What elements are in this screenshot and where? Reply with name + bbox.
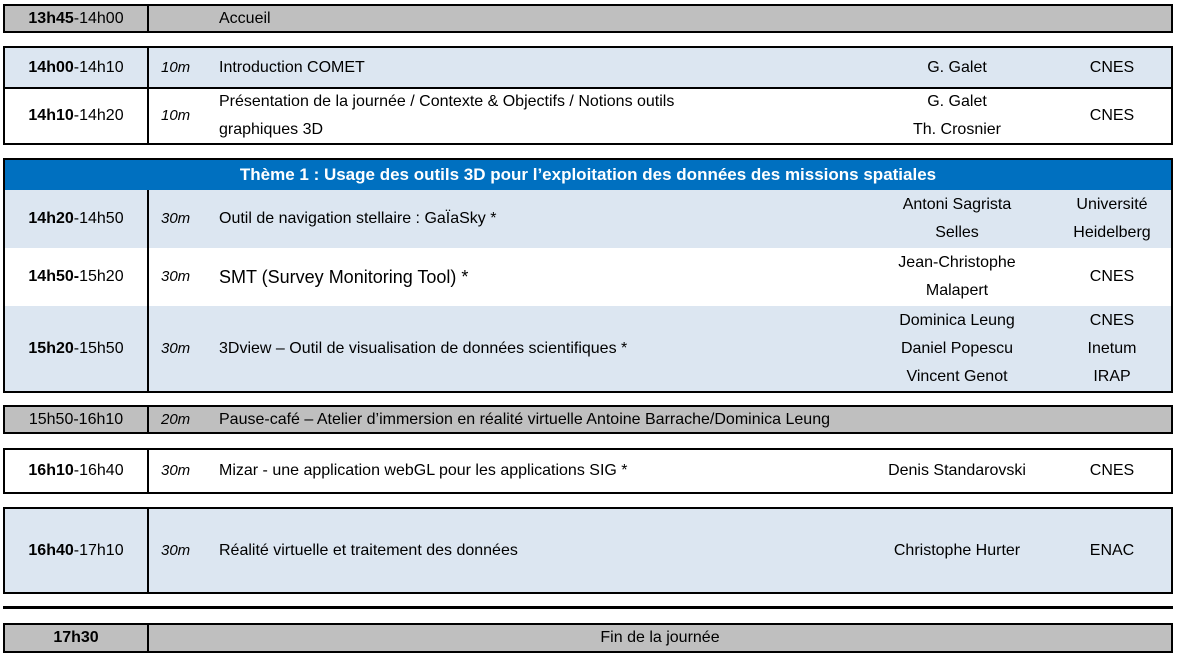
duration-cell: 10m xyxy=(161,58,191,76)
duration-cell: 30m xyxy=(161,541,191,559)
time-cell: 15h20 -15h50 xyxy=(5,306,149,391)
time-cell: 16h40 -17h10 xyxy=(5,509,149,592)
row-intro xyxy=(5,48,1171,87)
row-smt xyxy=(5,248,1171,306)
row-fin xyxy=(3,623,1173,653)
time-cell: 15h50-16h10 xyxy=(5,407,149,432)
speaker-cell: Dominica Leung Daniel Popescu Vincent Genot xyxy=(899,311,1015,385)
row-gaiasky xyxy=(5,190,1171,248)
org-cell: CNES Inetum IRAP xyxy=(1087,311,1137,385)
title-cell: SMT (Survey Monitoring Tool) * xyxy=(219,267,469,287)
row-vr xyxy=(3,507,1173,594)
time-cell: 14h10 -14h20 xyxy=(5,89,149,143)
row-mizar xyxy=(3,448,1173,494)
row-presentation xyxy=(5,87,1171,143)
org-cell: ENAC xyxy=(1089,541,1135,559)
speaker-cell: G. Galet xyxy=(927,58,987,76)
title-cell: Mizar - une application webGL pour les applications SIG * xyxy=(219,462,628,479)
title-cell: Pause-café – Atelier d’immersion en réalité virtuelle Antoine Barrache/Dominica Leung xyxy=(219,410,830,428)
speaker-cell: Antoni Sagrista Selles xyxy=(902,196,1012,241)
title-cell: 3Dview – Outil de visualisation de données scientifiques * xyxy=(219,339,628,357)
org-cell: CNES xyxy=(1089,268,1135,285)
time-cell: 14h50- 15h20 xyxy=(5,248,149,306)
speaker-cell: Jean-Christophe Malapert xyxy=(898,254,1016,299)
time-cell: 16h10 -16h40 xyxy=(5,450,149,492)
theme-header: Thème 1 : Usage des outils 3D pour l’exploitation des données des missions spatiales xyxy=(5,160,1171,190)
speaker-cell: G. Galet Th. Crosnier xyxy=(912,93,1002,138)
org-cell: CNES xyxy=(1089,58,1135,76)
speaker-cell: Denis Standarovski xyxy=(888,462,1026,479)
title-cell: Réalité virtuelle et traitement des données xyxy=(219,541,518,559)
title-cell: Outil de navigation stellaire : GaÏaSky * xyxy=(219,210,497,227)
time-cell: 14h00 -14h10 xyxy=(5,48,149,87)
duration-cell: 30m xyxy=(161,210,191,227)
title-cell: Accueil xyxy=(219,9,271,27)
time-cell: 13h45 -14h00 xyxy=(5,6,149,31)
row-pause xyxy=(3,405,1173,434)
org-cell: CNES xyxy=(1089,462,1135,479)
org-cell: Université Heidelberg xyxy=(1073,196,1151,241)
duration-cell: 30m xyxy=(161,462,191,479)
time-cell: 14h20 -14h50 xyxy=(5,190,149,248)
org-cell: CNES xyxy=(1089,107,1135,124)
row-3dview xyxy=(5,306,1171,391)
divider-line xyxy=(3,606,1173,609)
block-intro xyxy=(3,46,1173,145)
title-cell: Introduction COMET xyxy=(219,58,365,76)
title-cell: Présentation de la journée / Contexte & Objectifs / Notions outils graphiques 3D xyxy=(219,93,675,138)
title-cell: Fin de la journée xyxy=(600,629,720,646)
duration-cell: 10m xyxy=(161,107,191,124)
block-theme1 xyxy=(3,158,1173,393)
speaker-cell: Christophe Hurter xyxy=(893,541,1021,559)
duration-cell: 30m xyxy=(161,268,191,285)
duration-cell: 30m xyxy=(161,339,191,357)
row-accueil xyxy=(3,4,1173,33)
time-cell: 17h30 xyxy=(5,625,149,651)
duration-cell xyxy=(149,6,213,31)
duration-cell: 20m xyxy=(161,410,191,428)
